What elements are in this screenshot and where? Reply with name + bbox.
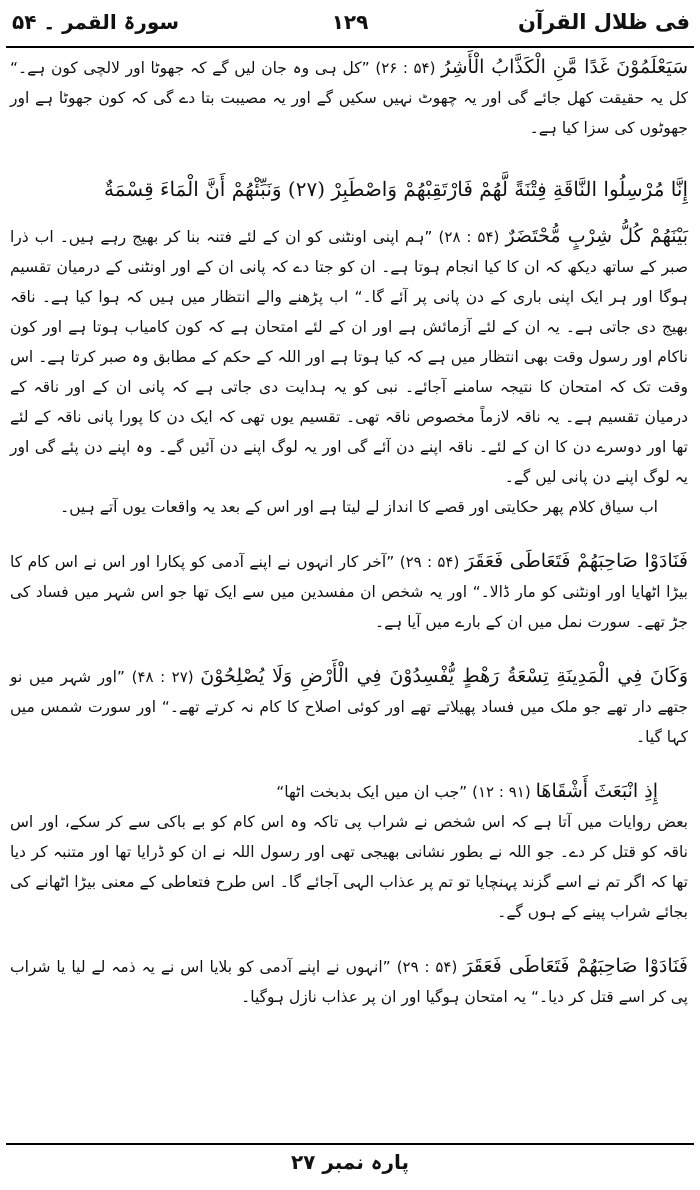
paragraph-5b: بعض روایات میں آتا ہے کہ اس شخص نے شراب پی تاکہ وہ اس کام کو بے باکی سے کر سکے، اور اس ناقہ کو قتل کر دے۔ جو اللہ نے بطور نشانی بھیجی تھی اور رسول اللہ نے ان کو ڈرایا تھا اور متنبہ کر دیا تھا کہ اگر تم نے اسے گزند پہنچایا تو تم پر عذاب الہی آجائے گا۔ اس طرح فتعاطی کے معنی بیڑا اٹھانے کی بجائے شراب پینے کے ہوں گے۔ bbox=[10, 813, 688, 921]
translation-text: ”انہوں نے اپنے آدمی کو بلایا اس نے یہ ذمہ لے لیا یا شراب پی کر اسے قتل کر دیا۔“ یہ امتحان ہوگیا اور ان پر عذاب نازل ہوگیا۔ bbox=[10, 958, 688, 1006]
surah-title: سورۃ القمر ۔ ۵۴ bbox=[12, 10, 180, 34]
page-number: ۱۲۹ bbox=[331, 10, 369, 34]
paragraph-2b: اب سیاق کلام پھر حکایتی اور قصے کا انداز لے لیتا ہے اور اس کے بعد یہ واقعات یوں آتے ہیں۔ bbox=[60, 498, 658, 516]
paragraph-1 bbox=[10, 52, 688, 143]
paragraph-2 bbox=[10, 221, 688, 492]
ayah-text: وَكَانَ فِي الْمَدِينَةِ تِسْعَةُ رَهْطٍ يُّفْسِدُوْنَ فِي الْأَرْضِ وَلَا يُصْلِحُوْنَ bbox=[200, 665, 689, 687]
ayah-text: فَنَادَوْا صَاحِبَهُمْ فَتَعَاطَى فَعَقَرَ bbox=[464, 550, 688, 572]
ayah-reference: (۵۴ : ۲۸) bbox=[438, 228, 500, 246]
translation-text: ”آخر کار انہوں نے اپنے آدمی کو پکارا اور اس نے اس کام کا بیڑا اٹھایا اور اونٹنی کو مار ڈالا۔“ اور یہ شخص ان مفسدین میں سے ایک تھا جو اس شہر میں فساد کی جڑ تھے۔ سورت نمل میں ان کے بارے میں آیا ہے۔ bbox=[10, 553, 688, 631]
translation-text: ”ہم اپنی اونٹنی کو ان کے لئے فتنہ بنا کر بھیج رہے ہیں۔ اب ذرا صبر کے ساتھ دیکھ کہ ان کا کیا انجام ہوتا ہے۔ ان کو جتا دے کہ پانی ان کے اور اونٹنی کے درمیان تقسیم ہوگا اور ہر ایک اپنی باری کے دن پانی پر آئے گا۔“ اب پڑھنے والے انتظار میں ہیں کہ ہوا کیا ہے۔ ناقہ بھیج دی جاتی ہے۔ یہ ان کے لئے آزمائش ہے اور ان کے لئے امتحان ہے کہ کون کامیاب ہوتا ہے اور کون ناکام اور رسول وقت بھی انتظار میں ہے کہ کیا ہوتا ہے اور اللہ کے حکم کے مطابق وہ صبر کرتا ہے۔ اس وقت تک کہ امتحان کا نتیجہ سامنے آجائے۔ نبی کو یہ ہدایت دی جاتی ہے کہ پانی ان کے اور ناقہ کے درمیان تقسیم ہے۔ یہ ناقہ لازماً مخصوص ناقہ تھی۔ تقسیم یوں تھی کہ ایک دن کا پورا پانی ناقہ کے لئے تھا اور دوسرے دن کا ان کے لئے۔ ناقہ اپنے دن آئے گی اور یہ لوگ اپنے دن آئیں گے۔ وہ اپنے دن پئے گی اور یہ لوگ اپنے دن پانی لیں گے۔ bbox=[10, 228, 688, 486]
page-header bbox=[8, 4, 692, 46]
ayah-reference: (۵۴ : ۲۹) bbox=[396, 958, 458, 976]
para-number-footer: پارہ نمبر ۲۷ bbox=[290, 1150, 410, 1174]
ayah-text: فَنَادَوْا صَاحِبَهُمْ فَتَعَاطَى فَعَقَرَ bbox=[463, 955, 688, 977]
paragraph-5 bbox=[10, 776, 688, 807]
ayah-text: إِذِ انْبَعَثَ أَشْقَاهَا bbox=[535, 780, 658, 802]
ayah-reference: (۹۱ : ۱۲) bbox=[472, 783, 531, 801]
ayah-line: إِنَّا مُرْسِلُوا النَّاقَةِ فِتْنَةً لَّهُمْ فَارْتَقِبْهُمْ وَاصْطَبِرْ (۲۷) وَنَبِّئْهُمْ أَنَّ الْمَاءَ قِسْمَةٌ bbox=[104, 177, 688, 201]
paragraph-3 bbox=[10, 546, 688, 637]
ayah-reference: (۵۴ : ۲۶) bbox=[375, 59, 436, 77]
header-rule bbox=[6, 46, 694, 48]
book-title: فی ظلال القرآن bbox=[518, 10, 690, 34]
footer-rule bbox=[6, 1143, 694, 1145]
ayah-reference: (۵۴ : ۲۹) bbox=[399, 553, 460, 571]
translation-text: ”جب ان میں ایک بدبخت اٹھا“ bbox=[276, 783, 468, 801]
translation-text: ”اور شہر میں نو جتھے دار تھے جو ملک میں فساد پھیلاتے تھے اور کوئی اصلاح کا کام نہ کرتے تھے۔“ اور سورت شمس میں کہا گیا۔ bbox=[10, 668, 688, 746]
page-body bbox=[10, 52, 688, 1012]
paragraph-6 bbox=[10, 951, 688, 1012]
paragraph-4 bbox=[10, 661, 688, 752]
ayah-reference: (۲۷ : ۴۸) bbox=[131, 668, 194, 686]
translation-text: ”کل ہی وہ جان لیں گے کہ جھوٹا اور لالچی کون ہے۔“ کل یہ حقیقت کھل جائے گی اور یہ چھوٹ نہیں سکیں گے اور یہ مصیبت بتا دے گی کہ کون جھوٹا ہے اور جھوٹوں کی سزا کیا ہے۔ bbox=[10, 59, 688, 137]
ayah-text: بَيْنَهُمْ كُلُّ شِرْبٍ مُّحْتَضَرٌ bbox=[505, 225, 689, 247]
ayah-text: سَيَعْلَمُوْنَ غَدًا مَّنِ الْكَذَّابُ الْأَشِرُ bbox=[441, 56, 688, 78]
